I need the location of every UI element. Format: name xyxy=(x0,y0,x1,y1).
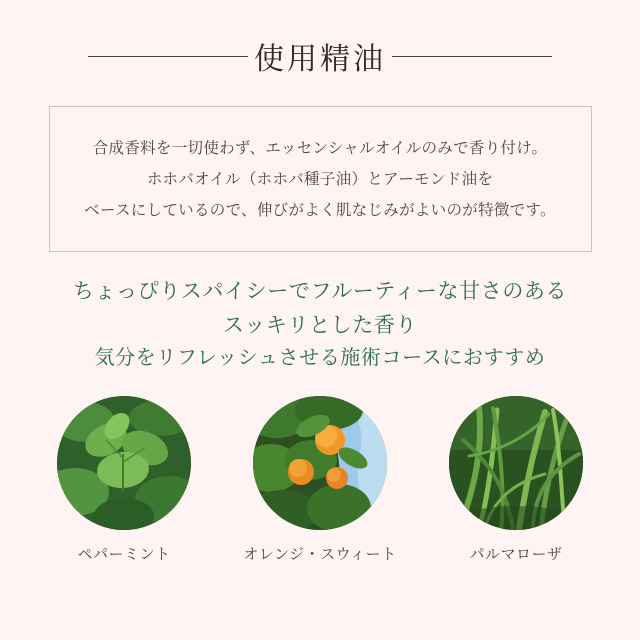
peppermint-photo xyxy=(57,396,191,530)
description-line: ベースにしているので、伸びがよく肌なじみがよいのが特徴です。 xyxy=(84,201,556,219)
description-text xyxy=(84,133,556,226)
description-box xyxy=(49,106,592,252)
ingredient-label: オレンジ・スウィート xyxy=(243,547,397,564)
page-title-text: 使用精油 xyxy=(254,43,386,76)
description-line: ホホバオイル（ホホバ種子油）とアーモンド油を xyxy=(146,170,494,188)
list-item xyxy=(432,396,600,564)
palmarosa-photo xyxy=(449,396,583,530)
lead-line: 気分をリフレッシュさせる施術コースにおすすめ xyxy=(94,347,546,370)
ingredient-list xyxy=(0,396,640,564)
description-line: 合成香料を一切使わず、エッセンシャルオイルのみで香り付け。 xyxy=(92,139,548,157)
title-rule-right xyxy=(392,56,552,57)
lead-line: ちょっぴりスパイシーでフルーティーな甘さのある xyxy=(72,279,568,303)
sweet-orange-photo xyxy=(253,396,387,530)
ingredient-label: ペパーミント xyxy=(77,547,171,564)
lead-line: スッキリとした香り xyxy=(222,313,418,338)
ingredient-label: パルマローザ xyxy=(469,547,563,564)
page-title xyxy=(0,0,640,78)
list-item xyxy=(40,396,208,564)
list-item xyxy=(236,396,404,564)
lead-copy xyxy=(0,274,640,374)
title-rule-left xyxy=(88,56,248,57)
